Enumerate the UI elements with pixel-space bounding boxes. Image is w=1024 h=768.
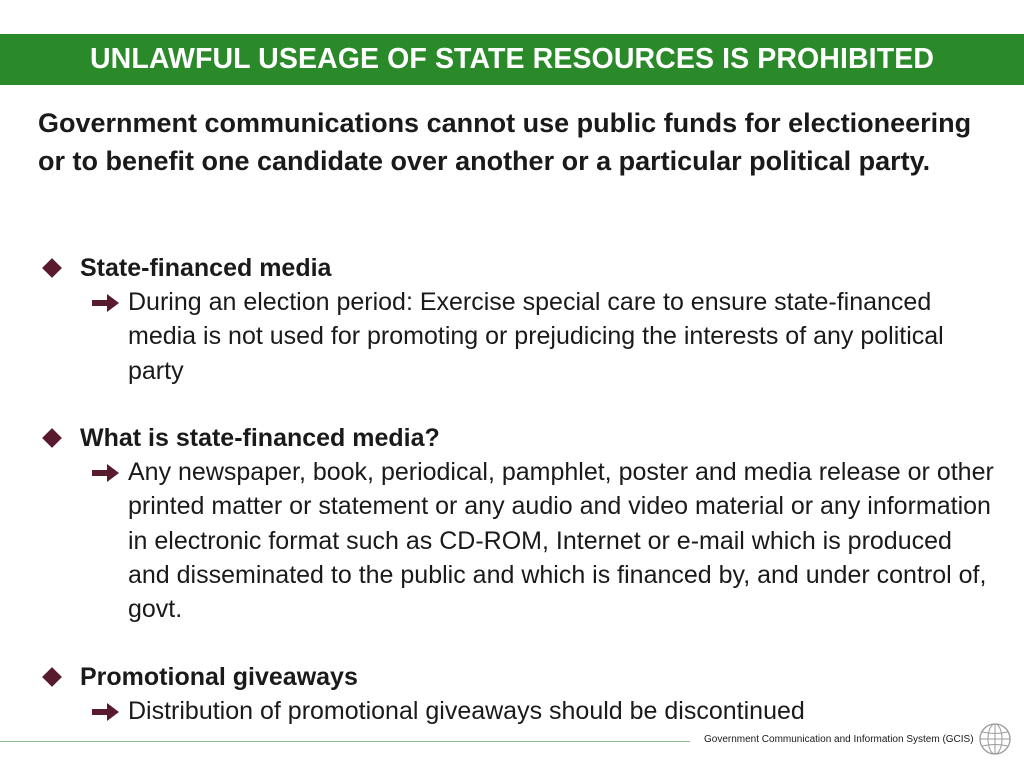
sub-item <box>40 455 1000 626</box>
section-state-financed-media <box>40 251 1000 388</box>
section-heading-row <box>40 421 1000 455</box>
intro-statement: Government communications cannot use public funds for electioneering or to benefit one candidate over another or a particular political party. <box>38 108 972 176</box>
section-heading-row <box>40 660 1000 694</box>
section-heading: Promotional giveaways <box>80 662 358 691</box>
section-heading-row <box>40 251 1000 285</box>
right-arrow-icon <box>91 701 121 723</box>
diamond-bullet-icon <box>42 428 62 448</box>
footer-org-name: Government Communication and Information System (GCIS) <box>704 734 974 745</box>
section-what-is-state-financed-media <box>40 421 1000 626</box>
sub-item-text: During an election period: Exercise special care to ensure state-financed media is not used for promoting or prejudicing the interests of any political party <box>128 288 944 385</box>
section-heading: State-financed media <box>80 253 332 282</box>
section-promotional-giveaways <box>40 660 1000 728</box>
footer-divider <box>0 741 690 742</box>
section-heading: What is state-financed media? <box>80 423 440 452</box>
right-arrow-icon <box>91 462 121 484</box>
sub-item-text: Distribution of promotional giveaways should be discontinued <box>128 697 805 725</box>
slide-title: UNLAWFUL USEAGE OF STATE RESOURCES IS PROHIBITED <box>89 43 935 75</box>
sub-item <box>40 285 1000 388</box>
diamond-bullet-icon <box>42 667 62 687</box>
globe-logo-icon <box>978 722 1012 756</box>
right-arrow-icon <box>91 292 121 314</box>
sub-item <box>40 694 1000 728</box>
diamond-bullet-icon <box>42 258 62 278</box>
title-bar <box>0 34 1024 85</box>
sub-item-text: Any newspaper, book, periodical, pamphlet, poster and media release or other printed matter or statement or any audio and video material or any information in electronic format such as CD-ROM, Internet or e-mail which is produced and disseminated to the public and which is financed by, and under control of, govt. <box>128 458 994 624</box>
